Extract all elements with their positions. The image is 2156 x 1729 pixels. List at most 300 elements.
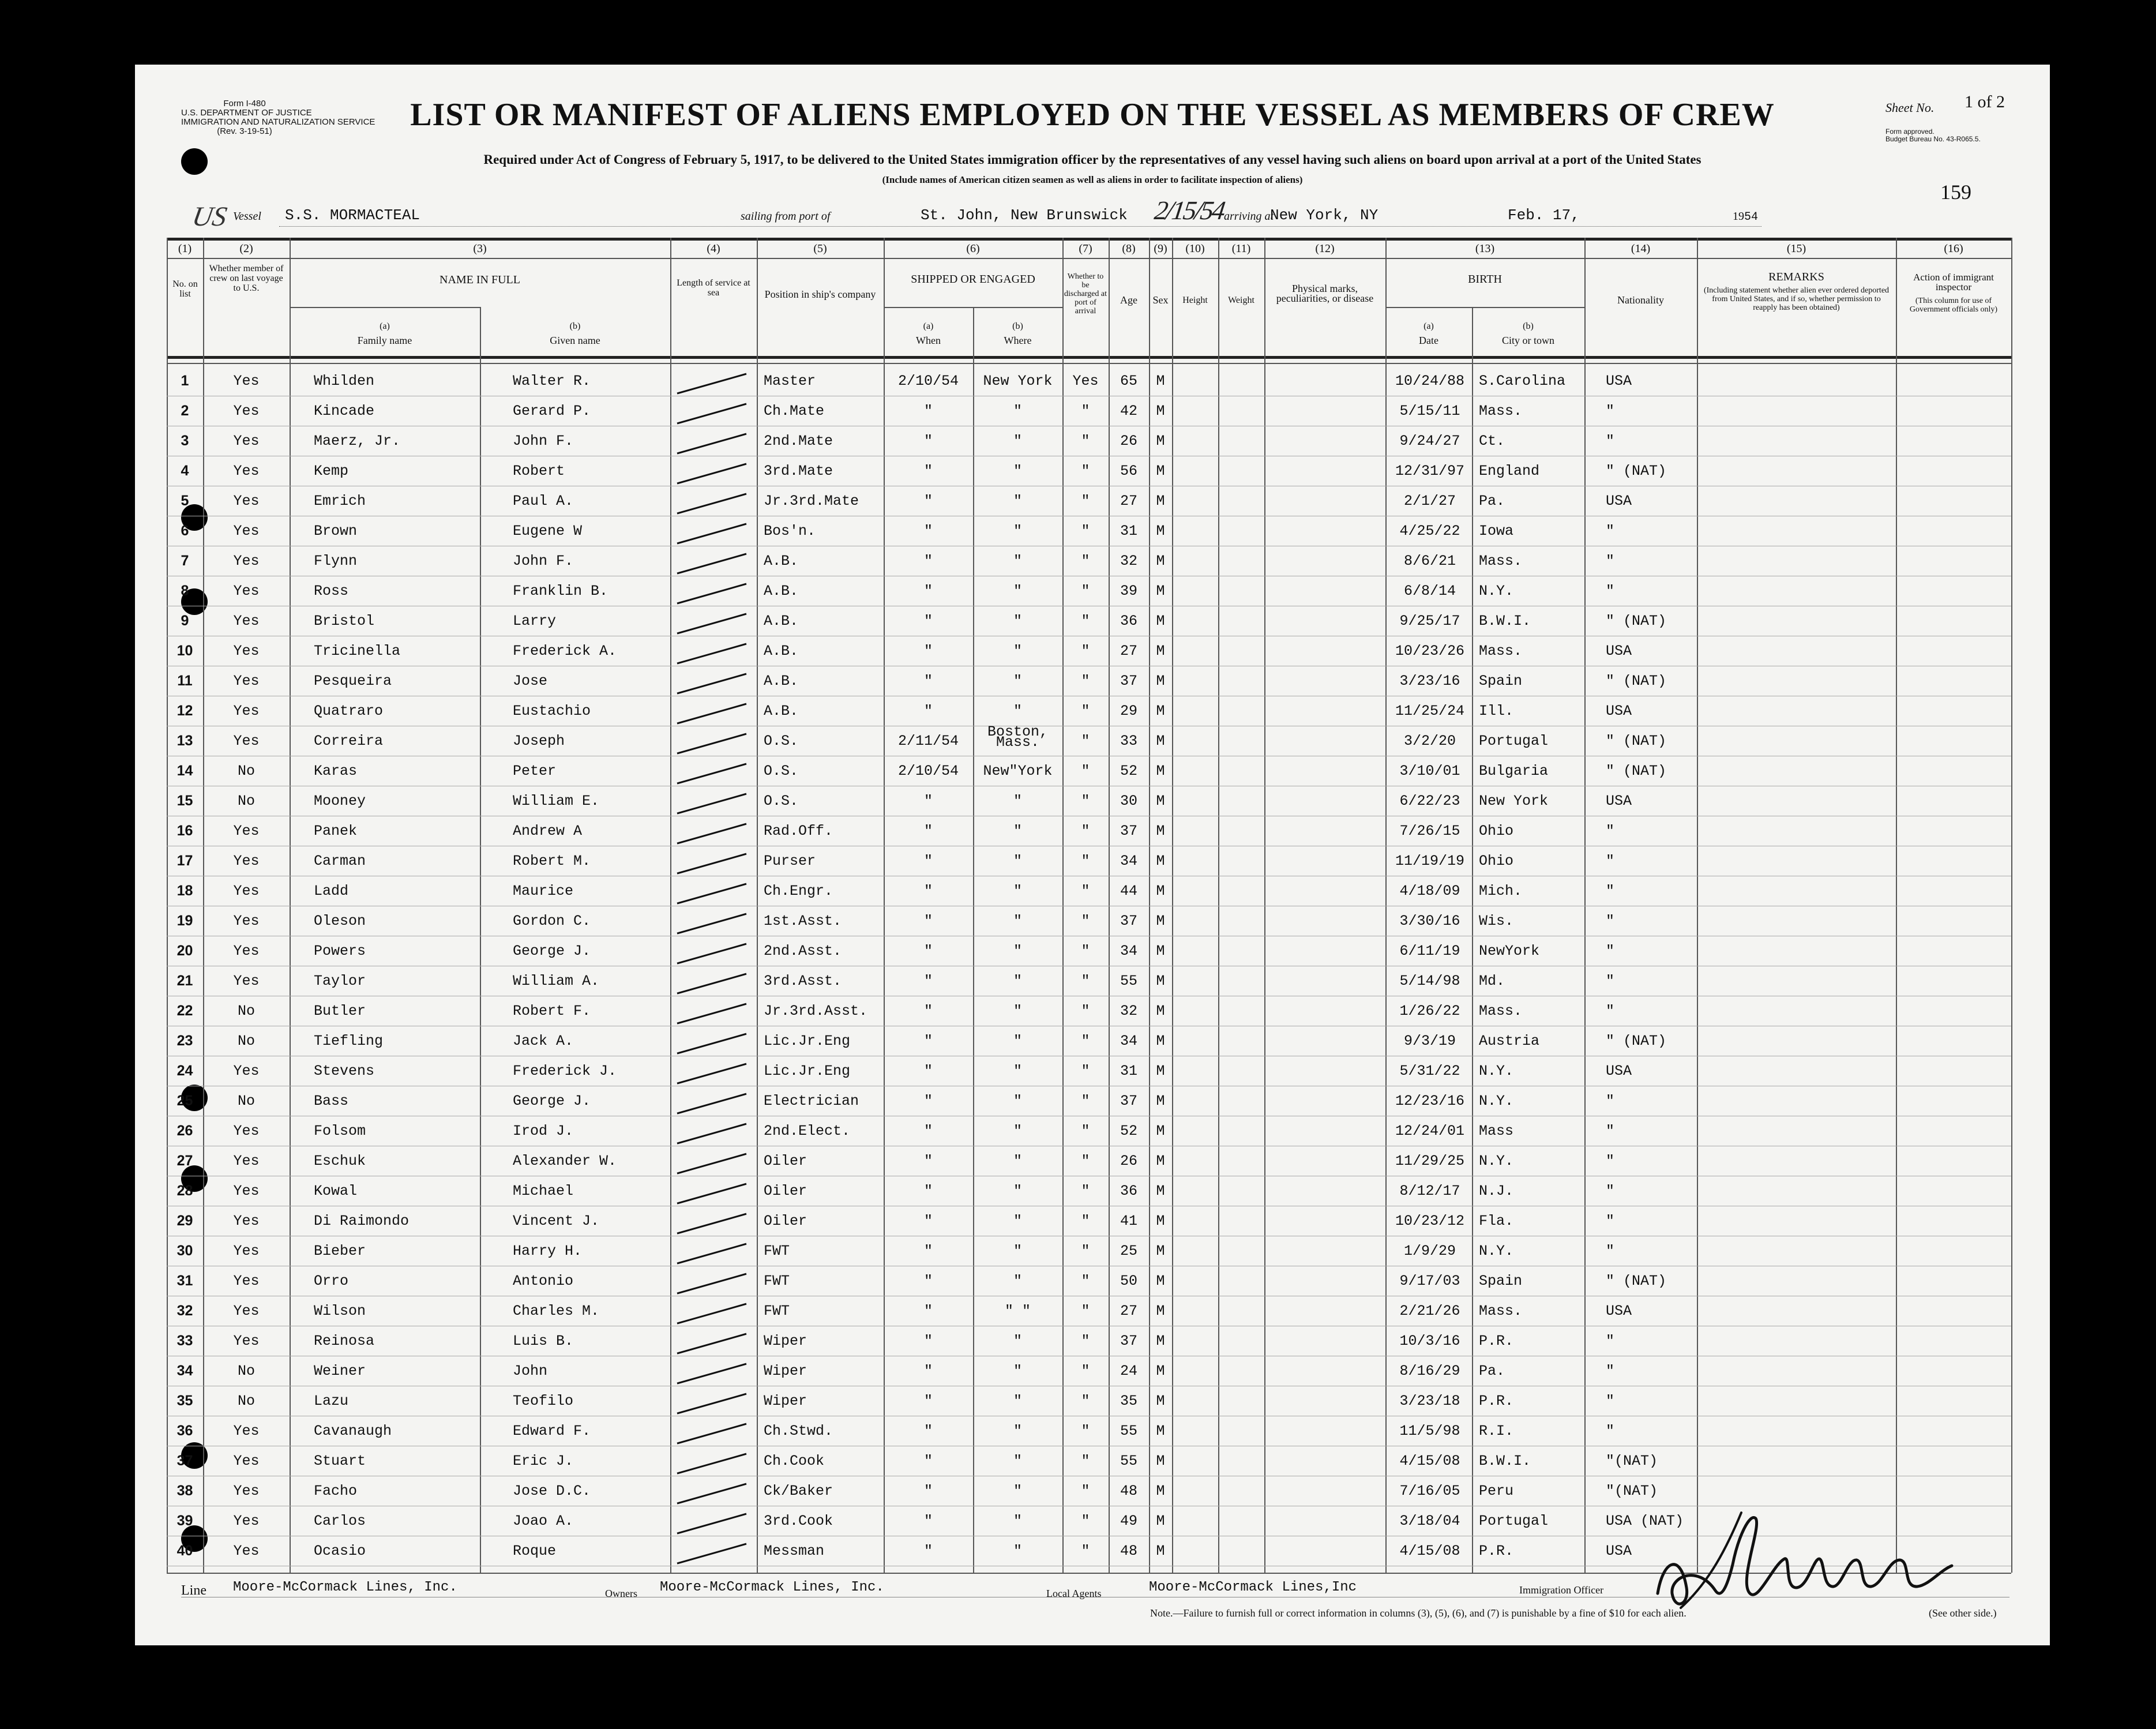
cell-nationality: "	[1606, 973, 1615, 989]
cell-where: "	[1013, 1033, 1022, 1049]
form-id-line: Form I-480	[223, 99, 266, 108]
cell-family: Pesqueira	[314, 673, 392, 689]
cell-given: Gordon C.	[513, 913, 591, 929]
service-slash	[677, 1544, 746, 1563]
cell-age: 37	[1120, 1333, 1137, 1349]
cell-when: "	[923, 1363, 933, 1379]
cell-discharge: "	[1081, 1003, 1090, 1019]
cell-family: Emrich	[314, 493, 366, 509]
cell-where: "	[1013, 493, 1022, 509]
cell-nationality: "	[1606, 403, 1615, 419]
cell-where: "	[1013, 1483, 1022, 1499]
cell-nationality: "	[1606, 1153, 1615, 1169]
cell-sex: M	[1156, 733, 1165, 749]
cell-discharge: "	[1081, 823, 1090, 839]
cell-nationality: "	[1606, 1363, 1615, 1379]
cell-family: Powers	[314, 943, 366, 959]
cell-sex: M	[1156, 1213, 1165, 1229]
cell-city: N.J.	[1479, 1183, 1514, 1199]
cell-where: "	[1013, 583, 1022, 599]
cell-when: 2/11/54	[897, 733, 959, 749]
cell-where: "	[1013, 1363, 1022, 1379]
cell-discharge: "	[1081, 913, 1090, 929]
cell-when: "	[923, 1453, 933, 1469]
cell-where: "	[1013, 523, 1022, 539]
cell-bdate: 9/17/03	[1399, 1273, 1460, 1289]
cell-family: Karas	[314, 763, 358, 779]
cell-bdate: 7/26/15	[1399, 823, 1460, 839]
cell-discharge: "	[1081, 1483, 1090, 1499]
cell-when: "	[923, 613, 933, 629]
cell-when: "	[923, 1123, 933, 1139]
cell-city: Ct.	[1479, 433, 1505, 449]
footer-officer-label: Immigration Officer	[1519, 1584, 1604, 1596]
cell-nationality: "	[1606, 1183, 1615, 1199]
cell-city: Ohio	[1479, 853, 1514, 869]
cell-family: Flynn	[314, 553, 358, 569]
to-port: New York, NY	[1270, 207, 1379, 224]
col-header-height: Height	[1182, 295, 1208, 305]
cell-position: A.B.	[764, 703, 799, 719]
cell-discharge: "	[1081, 1063, 1090, 1079]
cell-no: 8	[181, 583, 189, 599]
colnum: (8)	[1122, 242, 1136, 255]
cell-given: Alexander W.	[513, 1153, 617, 1169]
service-slash-marks	[135, 65, 2050, 1645]
cell-member: Yes	[233, 613, 260, 629]
cell-where: "	[1013, 1183, 1022, 1199]
cell-nationality: USA	[1606, 793, 1632, 809]
cell-position: Electrician	[764, 1093, 859, 1109]
cell-position: Lic.Jr.Eng	[764, 1033, 851, 1049]
cell-member: Yes	[233, 1513, 260, 1529]
cell-position: Ch.Engr.	[764, 883, 833, 899]
cell-position: Lic.Jr.Eng	[764, 1063, 851, 1079]
form-id-line: U.S. DEPARTMENT OF JUSTICE	[181, 108, 312, 118]
cell-bdate: 10/3/16	[1399, 1333, 1460, 1349]
cell-given: Eustachio	[513, 703, 591, 719]
cell-sex: M	[1156, 1513, 1165, 1529]
cell-discharge: "	[1081, 583, 1090, 599]
cell-age: 55	[1120, 1423, 1137, 1439]
cell-sex: M	[1156, 373, 1165, 389]
cell-age: 37	[1120, 673, 1137, 689]
cell-age: 52	[1120, 763, 1137, 779]
service-slash	[677, 1244, 746, 1263]
cell-position: Jr.3rd.Asst.	[764, 1003, 868, 1019]
cell-discharge: "	[1081, 403, 1090, 419]
cell-nationality: "(NAT)	[1606, 1483, 1658, 1499]
cell-given: Michael	[513, 1183, 574, 1199]
cell-position: Purser	[764, 853, 816, 869]
cell-member: Yes	[233, 1183, 260, 1199]
cell-family: Whilden	[314, 373, 375, 389]
cell-nationality: "	[1606, 583, 1615, 599]
cell-where: "	[1013, 913, 1022, 929]
cell-when: "	[923, 1273, 933, 1289]
cell-no: 21	[176, 973, 193, 989]
cell-when: "	[923, 583, 933, 599]
service-slash	[677, 554, 746, 573]
cell-age: 26	[1120, 433, 1137, 449]
sailing-label: sailing from port of	[741, 210, 831, 223]
cell-member: Yes	[233, 403, 260, 419]
cell-city: Md.	[1479, 973, 1505, 989]
footer-agents-value: Moore-McCormack Lines,Inc	[1149, 1580, 1357, 1595]
cell-no: 13	[176, 733, 193, 749]
service-slash	[677, 1184, 746, 1203]
col-header-when: When	[916, 335, 941, 346]
cell-age: 44	[1120, 883, 1137, 899]
cell-no: 25	[176, 1093, 193, 1109]
colnum: (11)	[1231, 242, 1251, 255]
cell-family: Bieber	[314, 1243, 366, 1259]
cell-given: Antonio	[513, 1273, 574, 1289]
cell-family: Kowal	[314, 1183, 358, 1199]
cell-no: 39	[176, 1513, 193, 1529]
cell-given: Jose	[513, 673, 548, 689]
cell-discharge: "	[1081, 943, 1090, 959]
col-header-where: Where	[1004, 335, 1032, 346]
cell-where: "	[1013, 1123, 1022, 1139]
service-slash	[677, 1154, 746, 1173]
service-slash	[677, 1304, 746, 1323]
cell-position: A.B.	[764, 643, 799, 659]
cell-city: Pa.	[1479, 1363, 1505, 1379]
cell-bdate: 12/31/97	[1395, 463, 1465, 479]
cell-city: Spain	[1479, 1273, 1523, 1289]
cell-member: Yes	[233, 463, 260, 479]
cell-family: Reinosa	[314, 1333, 375, 1349]
cell-sex: M	[1156, 643, 1165, 659]
cell-member: Yes	[233, 673, 260, 689]
cell-bdate: 11/19/19	[1395, 853, 1465, 869]
cell-member: Yes	[233, 823, 260, 839]
cell-member: Yes	[233, 1483, 260, 1499]
service-slash	[677, 1424, 746, 1443]
cell-city: Mass.	[1479, 1303, 1523, 1319]
cell-position: Jr.3rd.Mate	[764, 493, 859, 509]
cell-when: "	[923, 883, 933, 899]
cell-bdate: 4/18/09	[1399, 883, 1460, 899]
service-slash	[677, 1394, 746, 1413]
cell-sex: M	[1156, 793, 1165, 809]
cell-bdate: 9/3/19	[1403, 1033, 1456, 1049]
cell-no: 29	[176, 1213, 193, 1229]
cell-member: Yes	[233, 1303, 260, 1319]
cell-when: "	[923, 523, 933, 539]
cell-family: Carman	[314, 853, 366, 869]
sheet-value: 1 of 2	[1965, 92, 2005, 111]
cell-bdate: 9/24/27	[1399, 433, 1460, 449]
cell-when: "	[923, 643, 933, 659]
cell-no: 27	[176, 1153, 193, 1169]
col-header-date: Date	[1419, 335, 1438, 346]
cell-family: Maerz, Jr.	[314, 433, 401, 449]
colnum: (6)	[966, 242, 980, 255]
cell-city: P.R.	[1479, 1333, 1514, 1349]
cell-where: "	[1013, 403, 1022, 419]
cell-nationality: "	[1606, 823, 1615, 839]
cell-no: 11	[177, 673, 193, 689]
cell-when: "	[923, 1393, 933, 1409]
cell-discharge: "	[1081, 1153, 1090, 1169]
cell-city: Austria	[1479, 1033, 1540, 1049]
cell-family: Panek	[314, 823, 358, 839]
cell-when: "	[923, 1153, 933, 1169]
cell-discharge: "	[1081, 793, 1090, 809]
cell-where: "	[1013, 463, 1022, 479]
cell-sex: M	[1156, 553, 1165, 569]
cell-bdate: 9/25/17	[1399, 613, 1460, 629]
cell-member: Yes	[233, 1423, 260, 1439]
col-letter: (a)	[1423, 321, 1434, 331]
colnum: (2)	[239, 242, 253, 255]
cell-when: "	[923, 1543, 933, 1559]
cell-member: Yes	[233, 523, 260, 539]
service-slash	[677, 674, 746, 693]
cell-where: "	[1013, 973, 1022, 989]
cell-no: 30	[176, 1243, 193, 1259]
cell-given: Peter	[513, 763, 557, 779]
cell-nationality: "	[1606, 1243, 1615, 1259]
cell-sex: M	[1156, 1333, 1165, 1349]
cell-age: 50	[1120, 1273, 1137, 1289]
cell-given: Edward F.	[513, 1423, 591, 1439]
cell-given: Frederick J.	[513, 1063, 617, 1079]
cell-given: Charles M.	[513, 1303, 600, 1319]
cell-when: "	[923, 793, 933, 809]
cell-family: Bass	[314, 1093, 349, 1109]
cell-when: "	[923, 403, 933, 419]
cell-nationality: USA	[1606, 1543, 1632, 1559]
cell-given: Luis B.	[513, 1333, 574, 1349]
cell-where: New"York	[983, 763, 1053, 779]
cell-where: "	[1013, 823, 1022, 839]
cell-when: "	[923, 433, 933, 449]
cell-given: Joao A.	[513, 1513, 574, 1529]
colnum: (14)	[1631, 242, 1651, 255]
cell-nationality: "	[1606, 853, 1615, 869]
cell-given: Franklin B.	[513, 583, 609, 599]
cell-discharge: "	[1081, 1333, 1090, 1349]
cell-no: 9	[181, 613, 189, 629]
cell-no: 22	[176, 1003, 193, 1019]
colnum: (7)	[1079, 242, 1092, 255]
cell-position: Ch.Cook	[764, 1453, 825, 1469]
cell-age: 56	[1120, 463, 1137, 479]
cell-where: "	[1013, 673, 1022, 689]
cell-family: Brown	[314, 523, 358, 539]
col-header-nationality: Nationality	[1617, 294, 1664, 306]
cell-no: 15	[176, 793, 193, 809]
cell-no: 36	[176, 1423, 193, 1439]
cell-sex: M	[1156, 1003, 1165, 1019]
cell-position: A.B.	[764, 583, 799, 599]
cell-city: Fla.	[1479, 1213, 1514, 1229]
cell-nationality: "	[1606, 913, 1615, 929]
cell-member: No	[237, 1003, 255, 1019]
col-letter: (a)	[923, 321, 934, 331]
cell-given: George J.	[513, 1093, 591, 1109]
footer-line-value: Moore-McCormack Lines, Inc.	[233, 1580, 457, 1595]
footer-note: Note.—Failure to furnish full or correct information in columns (3), (5), (6), and (7) is punishable by a fine of $10 for each alien.	[1150, 1607, 1687, 1619]
cell-city: Pa.	[1479, 493, 1505, 509]
cell-member: No	[237, 1393, 255, 1409]
cell-nationality: "(NAT)	[1606, 1453, 1658, 1469]
cell-when: "	[923, 493, 933, 509]
cell-family: Orro	[314, 1273, 349, 1289]
cell-discharge: "	[1081, 1513, 1090, 1529]
cell-discharge: "	[1081, 433, 1090, 449]
cell-member: Yes	[233, 973, 260, 989]
cell-age: 65	[1120, 373, 1137, 389]
cell-when: "	[923, 1303, 933, 1319]
service-slash	[677, 1094, 746, 1113]
service-slash	[677, 884, 746, 903]
cell-bdate: 12/23/16	[1395, 1093, 1465, 1109]
cell-sex: M	[1156, 1093, 1165, 1109]
cell-age: 48	[1120, 1483, 1137, 1499]
cell-position: A.B.	[764, 553, 799, 569]
cell-member: Yes	[233, 913, 260, 929]
service-slash	[677, 704, 746, 723]
cell-given: Eric J.	[513, 1453, 574, 1469]
cell-discharge: "	[1081, 883, 1090, 899]
cell-city: B.W.I.	[1479, 613, 1531, 629]
cell-nationality: USA (NAT)	[1606, 1513, 1684, 1529]
cell-when: "	[923, 1423, 933, 1439]
cell-family: Ross	[314, 583, 349, 599]
cell-bdate: 10/23/26	[1395, 643, 1465, 659]
cell-no: 18	[176, 883, 193, 899]
cell-where: "	[1013, 553, 1022, 569]
cell-nationality: USA	[1606, 373, 1632, 389]
cell-no: 3	[181, 433, 189, 449]
cell-when: "	[923, 1093, 933, 1109]
cell-when: "	[923, 1333, 933, 1349]
cell-family: Facho	[314, 1483, 358, 1499]
cell-city: S.Carolina	[1479, 373, 1566, 389]
cell-family: Eschuk	[314, 1153, 366, 1169]
cell-no: 7	[181, 553, 189, 569]
cell-when: "	[923, 1183, 933, 1199]
cell-when: "	[923, 1003, 933, 1019]
cell-member: Yes	[233, 733, 260, 749]
cell-member: Yes	[233, 703, 260, 719]
cell-city: N.Y.	[1479, 1153, 1514, 1169]
cell-bdate: 2/21/26	[1399, 1303, 1460, 1319]
cell-when: "	[923, 943, 933, 959]
cell-city: Mass.	[1479, 553, 1523, 569]
cell-nationality: "	[1606, 1093, 1615, 1109]
cell-where: "	[1013, 1513, 1022, 1529]
cell-discharge: "	[1081, 673, 1090, 689]
cell-nationality: "	[1606, 1423, 1615, 1439]
cell-sex: M	[1156, 1183, 1165, 1199]
footer-agents-label: Local Agents	[1046, 1588, 1102, 1599]
cell-member: Yes	[233, 1153, 260, 1169]
service-slash	[677, 974, 746, 993]
service-slash	[677, 1454, 746, 1473]
cell-discharge: "	[1081, 733, 1090, 749]
cell-position: FWT	[764, 1243, 790, 1259]
service-slash	[677, 494, 746, 513]
cell-where: "	[1013, 853, 1022, 869]
cell-given: George J.	[513, 943, 591, 959]
cell-where: "	[1013, 1003, 1022, 1019]
approval-line: Budget Bureau No. 43-R065.5.	[1885, 135, 1981, 143]
cell-discharge: "	[1081, 703, 1090, 719]
cell-given: Andrew A	[513, 823, 583, 839]
footer-owners-value: Moore-McCormack Lines, Inc.	[660, 1580, 884, 1595]
cell-discharge: "	[1081, 493, 1090, 509]
cell-given: John F.	[513, 553, 574, 569]
cell-discharge: "	[1081, 1273, 1090, 1289]
cell-nationality: " (NAT)	[1606, 463, 1667, 479]
cell-position: 3rd.Mate	[764, 463, 833, 479]
cell-given: Jose D.C.	[513, 1483, 591, 1499]
cell-where: "	[1013, 1393, 1022, 1409]
cell-bdate: 4/15/08	[1399, 1543, 1460, 1559]
page-subtitle: Required under Act of Congress of February 5, 1917, to be delivered to the United States immigration officer by the representatives of any vessel having such aliens on board upon arrival at a port of the United States	[483, 152, 1701, 167]
approval-line: Form approved.	[1885, 127, 1935, 136]
cell-bdate: 6/22/23	[1399, 793, 1460, 809]
cell-family: Kemp	[314, 463, 349, 479]
cell-discharge: Yes	[1072, 373, 1099, 389]
cell-no: 40	[176, 1543, 193, 1559]
cell-discharge: "	[1081, 1393, 1090, 1409]
cell-age: 25	[1120, 1243, 1137, 1259]
cell-where: "	[1013, 883, 1022, 899]
cell-age: 41	[1120, 1213, 1137, 1229]
cell-where: New York	[983, 373, 1053, 389]
cell-family: Kincade	[314, 403, 375, 419]
cell-city: Mich.	[1479, 883, 1523, 899]
cell-position: O.S.	[764, 733, 799, 749]
cell-when: "	[923, 673, 933, 689]
cell-discharge: "	[1081, 1303, 1090, 1319]
cell-where: "	[1013, 1273, 1022, 1289]
service-slash	[677, 1514, 746, 1533]
cell-city: P.R.	[1479, 1543, 1514, 1559]
cell-city: Mass.	[1479, 643, 1523, 659]
cell-given: Eugene W	[513, 523, 583, 539]
cell-sex: M	[1156, 943, 1165, 959]
cell-sex: M	[1156, 403, 1165, 419]
cell-position: A.B.	[764, 673, 799, 689]
cell-family: Tiefling	[314, 1033, 384, 1049]
cell-when: "	[923, 1243, 933, 1259]
col-header-family: Family name	[357, 335, 412, 346]
cell-position: Rad.Off.	[764, 823, 833, 839]
cell-member: No	[237, 793, 255, 809]
cell-position: Wiper	[764, 1363, 807, 1379]
cell-sex: M	[1156, 493, 1165, 509]
cell-when: "	[923, 1213, 933, 1229]
cell-age: 26	[1120, 1153, 1137, 1169]
cell-given: William E.	[513, 793, 600, 809]
cell-bdate: 2/1/27	[1403, 493, 1456, 509]
cell-given: John F.	[513, 433, 574, 449]
cell-sex: M	[1156, 823, 1165, 839]
footer-line-label: Line	[181, 1583, 206, 1598]
cell-sex: M	[1156, 1423, 1165, 1439]
cell-discharge: "	[1081, 973, 1090, 989]
cell-bdate: 3/10/01	[1399, 763, 1460, 779]
service-slash	[677, 1364, 746, 1383]
cell-position: Master	[764, 373, 816, 389]
